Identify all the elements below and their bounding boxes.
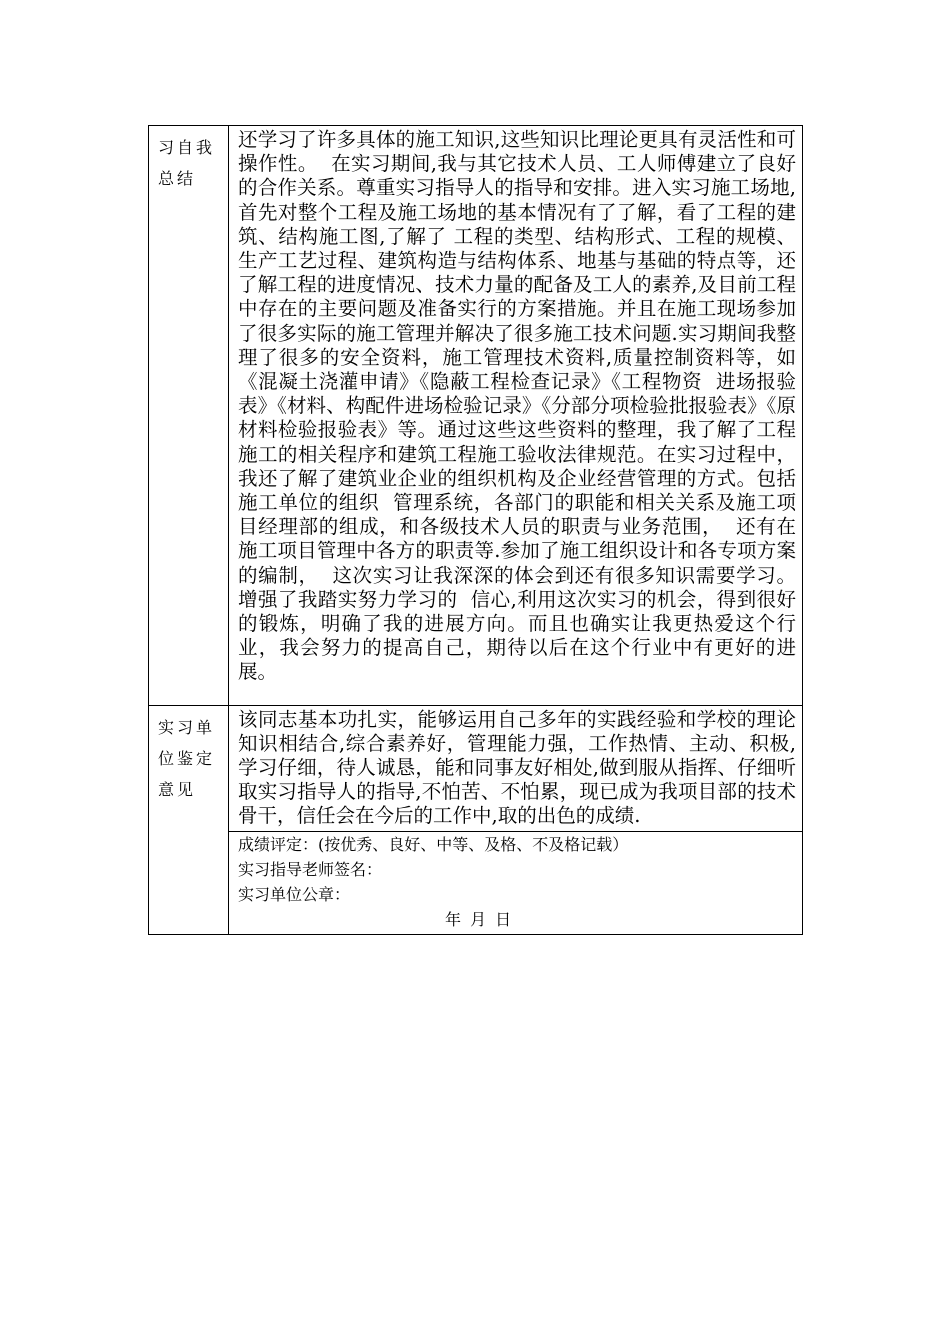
signature-label: 实习指导老师签名：	[238, 859, 383, 879]
appraisal-text-cell	[229, 705, 803, 831]
appraisal-text: 该同志基本功扎实，能够运用自己多年的实践经验和学校的理论知识相结合,综合素养好，管理能力强，工作热情、主动、积极,学习仔细，待人诚恳，能和同事友好相处,做到服从指挥、仔细听取实习指导人的指导,不怕苦、不怕累，现已成为我项目部的技术骨干，信任会在今后的工作中,取的出色的成绩.	[238, 707, 796, 828]
grade-block	[229, 832, 802, 934]
summary-label: 习自我总结	[158, 138, 216, 188]
seal-label: 实习单位公章：	[238, 884, 351, 904]
summary-text-cell	[229, 126, 809, 706]
appraisal-row	[149, 705, 803, 831]
grade-row	[149, 831, 803, 934]
summary-row	[149, 126, 803, 706]
internship-report-table	[148, 125, 809, 935]
summary-label-cell	[149, 126, 229, 706]
grade-cell	[229, 831, 803, 934]
appraisal-label: 实习单位鉴定意见	[158, 717, 216, 799]
date-line: 年 月 日	[445, 909, 514, 929]
grade-label: 成绩评定：(按优秀、良好、中等、及格、不及格记载）	[238, 834, 629, 854]
appraisal-label-cell	[149, 705, 229, 934]
summary-text: 还学习了许多具体的施工知识,这些知识比理论更具有灵活性和可操作性。 在实习期间,我与其它技术人员、工人师傅建立了良好的合作关系。尊重实习指导人的指导和安排。进入实习施工场地,首先对整个工程及施工场地的基本情况有了了解，看了工程的建筑、结构施工图,了解了 工程的类型、结构形式、工程的规模、生产工艺过程、建筑构造与结构体系、地基与基础的特点等，还了解工程的进度情况、技术力量的配备及工人的素养,及目前工程中存在的主要问题及准备实行的方案措施。并且在施工现场参加了很多实际的施工管理并解决了很多施工技术问题.实习期间我整理了很多的安全资料，施工管理技术资料,质量控制资料等，如《混凝土浇灌申请》《隐蔽工程检查记录》《工程物资 进场报验表》《材料、构配件进场检验记录》《分部分项检验批报验表》《原材料检验报验表》等。通过这些这些资料的整理，我了解了工程施工的相关程序和建筑工程施工验收法律规范。在实习过程中，我还了解了建筑业企业的组织机构及企业经营管理的方式。包括施工单位的组织 管理系统，各部门的职能和相关关系及施工项目经理部的组成，和各级技术人员的职责与业务范围， 还有在施工项目管理中各方的职责等.参加了施工组织设计和各专项方案的编制， 这次实习让我深深的体会到还有很多知识需要学习。增强了我踏实努力学习的 信心,利用这次实习的机会，得到很好的锻炼，明确了我的进展方向。而且也确实让我更热爱这个行 业，我会努力的提高自己，期待以后在这个行业中有更好的进展。	[238, 128, 809, 684]
